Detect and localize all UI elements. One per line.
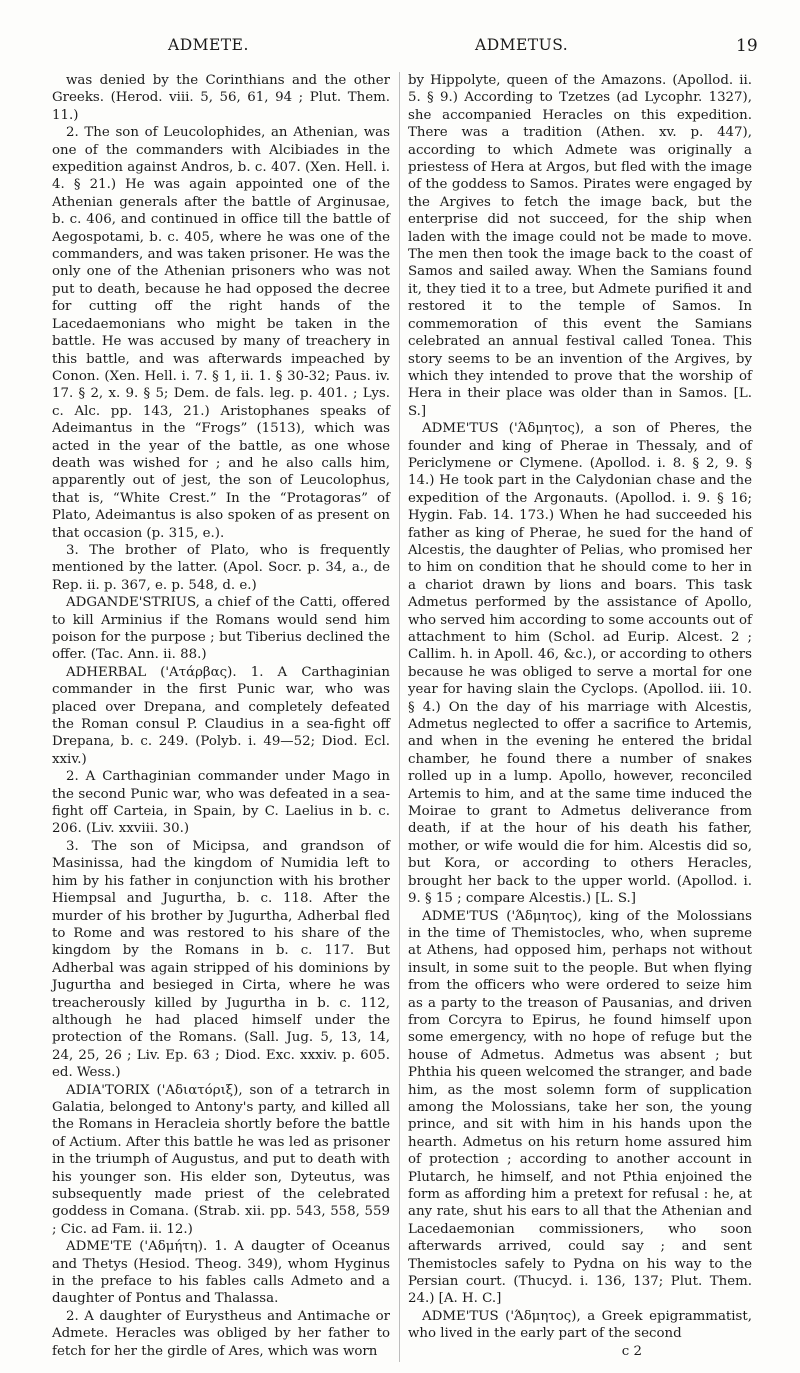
paragraph: 3. The son of Micipsa, and grandson of Masinissa, had the kingdom of Numidia left to him by his father in conjunction with his brother Hiempsal and Jugurtha, b. c. 118. After the murder of his brother by Jugurtha, Adherbal fled to Rome and was restored to his share of the kingdom by the Romans in b. c. 117. But Adherbal was again stripped of his dominions by Jugurtha and besieged in Cirta, where he was treacherously killed by Jugurtha in b. c. 112, although he had placed himself under the protection of the Romans. (Sall. Jug. 5, 13, 14, 24, 25, 26 ; Liv. Ep. 63 ; Diod. Exc. xxxiv. p. 605. ed. Wess.) [52,838,390,1081]
right-column [408,72,752,1360]
running-head [0,36,800,62]
running-head-center: ADMETUS. [475,36,569,54]
entry-adgandestrius: ADGANDE'STRIUS, a chief of the Catti, offered to kill Arminius if the Romans would send him poison for the purpose ; but Tiberius declined the offer. (Tac. Ann. ii. 88.) [52,595,390,663]
paragraph: by Hippolyte, queen of the Amazons. (Apollod. ii. 5. § 9.) According to Tzetzes (ad Lycophr. 1327), she accompanied Heracles on this expedition. There was a tradition (Athen. xv. p. 447), according to which Admete was originally a priestess of Hera at Argos, but fled with the image of the goddess to Samos. Pirates were engaged by the Argives to fetch the image back, but the enterprise did not succeed, for the ship when laden with the image could not be made to move. The men then took the image back to the coast of Samos and sailed away. When the Samians found it, they tied it to a tree, but Admete purified it and restored it to the temple of Samos. In commemoration of this event the Samians celebrated an annual festival called Tonea. This story seems to be an invention of the Argives, by which they intended to prove that the worship of Hera in their place was older than in Samos. [L. S.] [408,73,752,419]
entry-admetus-pherae: ADME'TUS ('Άδμητος), a son of Pheres, the founder and king of Pherae in Thessaly, and of Periclymene or Clymene. (Apollod. i. 8. § 2, 9. § 14.) He took part in the Calydonian chase and the expedition of the Argonauts. (Apollod. i. 9. § 16; Hygin. Fab. 14. 173.) When he had succeeded his father as king of Pherae, he sued for the hand of Alcestis, the daughter of Pelias, who promised her to him on condition that he should come to her in a chariot drawn by lions and boars. This task Admetus performed by the assistance of Apollo, who served him according to some accounts out of attachment to him (Schol. ad Eurip. Alcest. 2 ; Callim. h. in Apoll. 46, &c.), or according to others because he was obliged to serve a mortal for one year for having slain the Cyclops. (Apollod. iii. 10. § 4.) On the day of his marriage with Alcestis, Admetus neglected to offer a sacrifice to Artemis, and when in the evening he entered the bridal chamber, he found there a number of snakes rolled up in a lump. Apollo, however, reconciled Artemis to him, and at the same time induced the Moirae to grant to Admetus deliverance from death, if at the hour of his death his father, mother, or wife would die for him. Alcestis did so, but Kora, or according to others Heracles, brought her back to the upper world. (Apollod. i. 9. § 15 ; compare Alcestis.) [L. S.] [408,421,752,907]
page-number: 19 [736,36,758,56]
running-head-left: ADMETE. [168,36,249,54]
paragraph: 2. A daughter of Eurystheus and Antimache or Admete. Heracles was obliged by her father to fetch for her the girdle of Ares, which was worn [52,1308,390,1359]
entry-admete: ADME'TE ('Αδμήτη). 1. A daugter of Oceanus and Thetys (Hesiod. Theog. 349), whom Hyginus in the preface to his fables calls Admeto and a daughter of Pontus and Thalassa. [52,1239,390,1307]
paragraph: 3. The brother of Plato, who is frequently mentioned by the latter. (Apol. Socr. p. 34, a., de Rep. ii. p. 367, e. p. 548, d. e.) [52,542,390,593]
left-column [52,72,390,1360]
paragraph: 2. A Carthaginian commander under Mago in the second Punic war, who was defeated in a sea-fight off Carteia, in Spain, by C. Laelius in b. c. 206. (Liv. xxviii. 30.) [52,769,390,837]
entry-adiatorix: ADIA'TORIX ('Αδιατόριξ), son of a tetrarch in Galatia, belonged to Antony's party, and killed all the Romans in Heracleia shortly before the battle of Actium. After this battle he was led as prisoner in the triumph of Augustus, and put to death with his younger son. His elder son, Dyteutus, was subsequently made priest of the celebrated goddess in Comana. (Strab. xii. pp. 543, 558, 559 ; Cic. ad Fam. ii. 12.) [52,1082,390,1237]
entry-admetus-epigrammatist: ADME'TUS ('Άδμητος), a Greek epigrammatist, who lived in the early part of the second [408,1308,752,1342]
signature-mark: c 2 [621,1343,642,1359]
paragraph: was denied by the Corinthians and the other Greeks. (Herod. viii. 5, 56, 61, 94 ; Plut. Them. 11.) [52,73,390,123]
column-divider [399,72,400,1362]
paragraph: 2. The son of Leucolophides, an Athenian, was one of the commanders with Alcibiades in the expedition against Andros, b. c. 407. (Xen. Hell. i. 4. § 21.) He was again appointed one of the Athenian generals after the battle of Arginusae, b. c. 406, and continued in office till the battle of Aegospotami, b. c. 405, where he was one of the commanders, and was taken prisoner. He was the only one of the Athenian prisoners who was not put to death, because he had opposed the decree for cutting off the right hands of the Lacedaemonians who might be taken in the battle. He was accused by many of treachery in this battle, and was afterwards impeached by Conon. (Xen. Hell. i. 7. § 1, ii. 1. § 30-32; Paus. iv. 17. § 2, x. 9. § 5; Dem. de fals. leg. p. 401. ; Lys. c. Alc. pp. 143, 21.) Aristophanes speaks of Adeimantus in the “Frogs” (1513), which was acted in the year of the battle, as one whose death was wished for ; and he also calls him, apparently out of jest, the son of Leucolophus, that is, “White Crest.” In the “Protagoras” of Plato, Adeimantus is also spoken of as present on that occasion (p. 315, e.). [52,125,390,541]
entry-admetus-molossians: ADME'TUS ('Άδμητος), king of the Molossians in the time of Themistocles, who, when supreme at Athens, had opposed him, perhaps not without insult, in some suit to the people. But when flying from the officers who were ordered to seize him as a party to the treason of Pausanias, and driven from Corcyra to Epirus, he found himself upon some emergency, with no hope of refuge but the house of Admetus. Admetus was absent ; but Phthia his queen welcomed the stranger, and bade him, as the most solemn form of supplication among the Molossians, take her son, the young prince, and sit with him in his hands upon the hearth. Admetus on his return home assured him of protection ; according to another account in Plutarch, he himself, and not Pthia enjoined the form as affording him a pretext for refusal : he, at any rate, shut his ears to all that the Athenian and Lacedaemonian commissioners, who soon afterwards arrived, could say ; and sent Themistocles safely to Pydna on his way to the Persian court. (Thucyd. i. 136, 137; Plut. Them. 24.) [A. H. C.] [408,908,752,1307]
entry-adherbal: ADHERBAL ('Ατάρβας). 1. A Carthaginian commander in the first Punic war, who was placed over Drepana, and completely defeated the Roman consul P. Claudius in a sea-fight off Drepana, b. c. 249. (Polyb. i. 49—52; Diod. Ecl. xxiv.) [52,664,390,767]
